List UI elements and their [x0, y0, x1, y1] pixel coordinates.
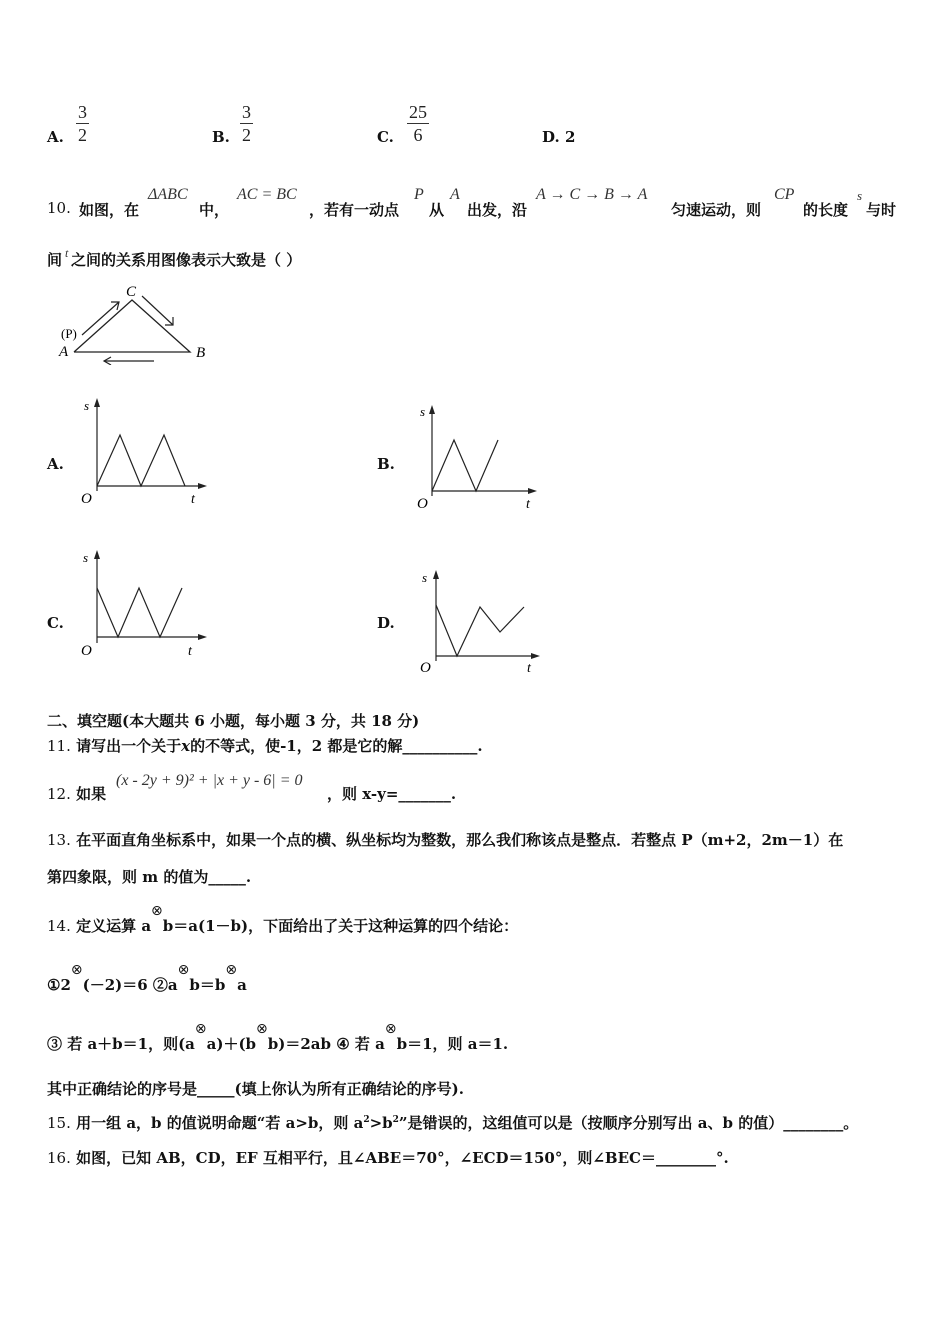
fig-label-a: A — [59, 344, 69, 360]
q14-line-4: 其中正确结论的序号是_____(填上你认为所有正确结论的序号). — [47, 1080, 464, 1098]
fig-label-p: (P) — [61, 326, 77, 341]
q10-option-b-graph — [410, 398, 545, 513]
q10-text-2: 中， — [199, 201, 230, 219]
q10-math-cp: CP — [774, 186, 795, 203]
graph-d-s-label: s — [422, 570, 428, 585]
q10-math-ac-bc: AC = BC — [237, 186, 297, 203]
q10-triangle-figure — [56, 280, 216, 365]
otimes-icon: ⊗ — [225, 962, 238, 978]
fig-label-b: B — [196, 345, 206, 361]
q10-math-p: P — [414, 186, 424, 203]
graph-d-origin: O — [420, 660, 431, 676]
q10-math-path: A → C → B → A — [536, 186, 648, 203]
q15: 15. 用一组 a，b 的值说明命题“若 a>b，则 $a^2>b^2$”是错误的，这组值可以是（按顺序分别写出 a、b 的值）________。 — [47, 1114, 859, 1132]
q12-expression: (x - 2y + 9)² + |x + y - 6| = 0 — [116, 772, 303, 789]
graph-b-s-label: s — [420, 404, 426, 419]
graph-a-s-label: s — [84, 398, 90, 413]
graph-c-t-label: t — [188, 644, 192, 659]
graph-b-t-label: t — [526, 497, 530, 512]
graph-c-s-label: s — [83, 550, 89, 565]
q10-option-b-label: B. — [377, 455, 395, 473]
q10-text-7: 的长度 — [803, 201, 849, 219]
q10-math-triangle: ΔABC — [148, 186, 188, 203]
q10-text-8: 与时 — [866, 201, 897, 219]
q14-line-1: 14. 定义运算 a⊗b＝a(1－b)，下面给出了关于这种运算的四个结论： — [47, 903, 519, 935]
q10-option-a-graph — [78, 395, 213, 510]
graph-d-t-label: t — [527, 661, 531, 676]
q10-option-c-graph — [78, 545, 213, 663]
q10-text-4: 从 — [429, 201, 445, 219]
q10-option-a-label: A. — [47, 455, 64, 473]
q10-math-a: A — [450, 186, 460, 203]
q9-option-c-label: C. — [377, 128, 394, 146]
q10-text-10: 之间的关系用图像表示大致是（ ） — [71, 251, 302, 269]
section-2-heading: 二、填空题(本大题共 6 小题，每小题 3 分，共 18 分) — [47, 712, 420, 730]
otimes-icon: ⊗ — [256, 1021, 268, 1037]
q10-text-1: 如图，在 — [79, 201, 140, 219]
graph-a-origin: O — [81, 491, 92, 507]
q10-option-d-label: D. — [377, 614, 395, 632]
graph-a-t-label: t — [191, 492, 195, 507]
graph-c-origin: O — [81, 643, 92, 659]
q9-option-c-fraction: $\frac{25}{6}$ — [409, 102, 427, 145]
q10-text-3: ，若有一动点 — [309, 201, 400, 219]
fig-label-c: C — [126, 284, 137, 300]
otimes-icon: ⊗ — [384, 1021, 397, 1037]
otimes-icon: ⊗ — [151, 903, 163, 919]
q14-line-2: ①2⊗(－2)＝6 ②a⊗b＝b⊗a — [47, 962, 247, 994]
q12-answer: ，则 x-y=_______. — [327, 785, 457, 803]
q10-math-s: s — [857, 188, 863, 203]
q9-option-a-fraction: $\frac{3}{2}$ — [78, 102, 87, 145]
q12: 12. 如果 — [47, 785, 107, 803]
q9-option-b-label: B. — [212, 128, 230, 146]
q10-option-d-graph — [410, 565, 545, 680]
q10-number: 10. — [47, 199, 71, 217]
otimes-icon: ⊗ — [194, 1021, 207, 1037]
q9-option-a-label: A. — [47, 128, 64, 146]
q9-option-b-fraction: $\frac{3}{2}$ — [242, 102, 251, 145]
otimes-icon: ⊗ — [177, 962, 190, 978]
otimes-icon: ⊗ — [70, 962, 83, 978]
q10-text-6: 匀速运动，则 — [671, 201, 762, 219]
q16: 16. 如图，已知 AB，CD，EF 互相平行，且∠ABE＝70°，∠ECD＝150°，则∠BEC＝________°. — [47, 1149, 729, 1167]
q10-math-t: t — [65, 246, 69, 260]
q13-line-1: 13. 在平面直角坐标系中，如果一个点的横、纵坐标均为整数，那么我们称该点是整点．若整点 P（m+2，2m－1）在 — [47, 831, 844, 849]
q10-text-9: 间 — [47, 251, 63, 269]
q11: 11. 请写出一个关于x的不等式，使-1，2 都是它的解__________. — [47, 737, 483, 755]
q9-option-d: D. 2 — [542, 128, 576, 146]
graph-b-origin: O — [417, 496, 428, 512]
q14-line-3: ③ 若 a＋b＝1，则(a⊗a)＋(b⊗b)＝2ab ④ 若 a⊗b＝1，则 a＝1. — [47, 1021, 509, 1053]
q13-line-2: 第四象限，则 m 的值为_____. — [47, 868, 252, 886]
q10-text-5: 出发，沿 — [467, 201, 528, 219]
q10-option-c-label: C. — [47, 614, 64, 632]
